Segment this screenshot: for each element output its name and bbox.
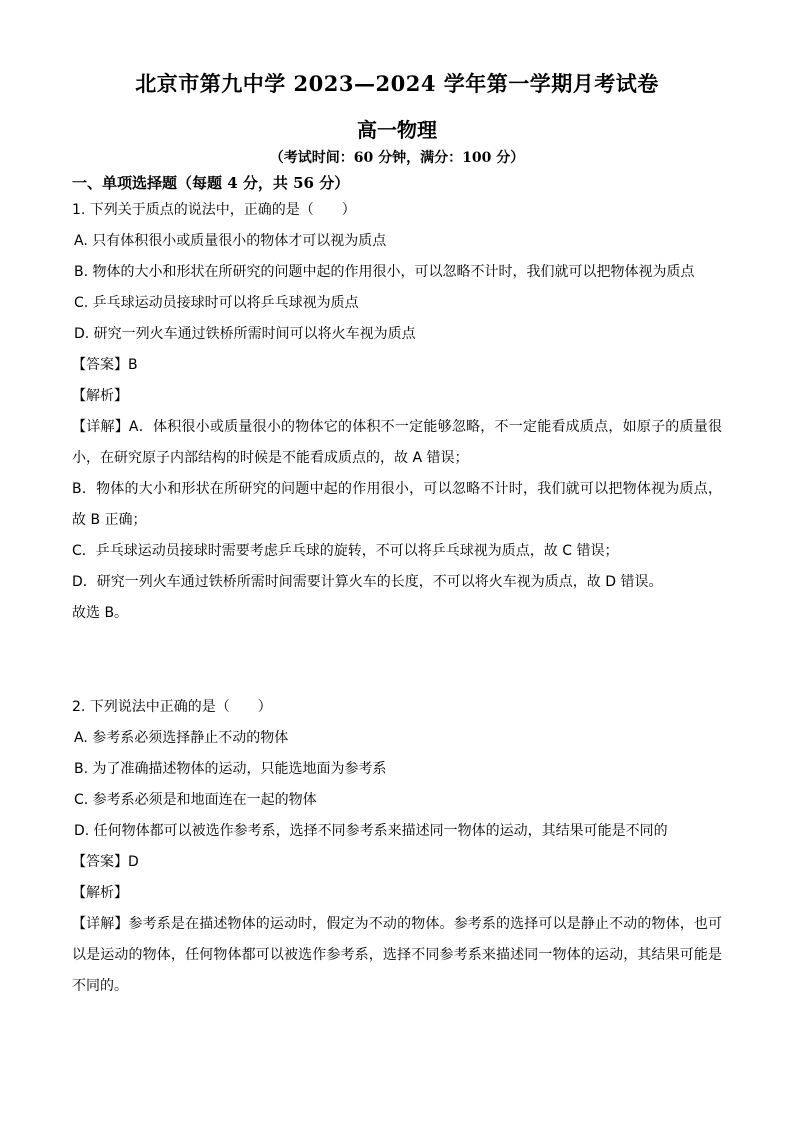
- section-title: 一、单项选择题（每题 4 分，共 56 分）: [72, 174, 350, 192]
- question-1-detail-line: 故 B 正确；: [72, 512, 147, 528]
- question-1-option-d: D. 研究一列火车通过铁桥所需时间可以将火车视为质点: [74, 326, 416, 342]
- question-1-option-b: B. 物体的大小和形状在所研究的问题中起的作用很小，可以忽略不计时，我们就可以把物体视为质点: [74, 264, 695, 280]
- question-2-option-a: A. 参考系必须选择静止不动的物体: [74, 730, 289, 746]
- question-2-option-b: B. 为了准确描述物体的运动，只能选地面为参考系: [74, 761, 387, 777]
- question-2-stem: 2. 下列说法中正确的是（ ）: [72, 699, 272, 715]
- question-2-option-d: D. 任何物体都可以被选作参考系，选择不同参考系来描述同一物体的运动，其结果可能是不同的: [74, 823, 668, 839]
- exam-info: （考试时间：60 分钟，满分：100 分）: [269, 150, 525, 166]
- exam-title: 北京市第九中学 2023—2024 学年第一学期月考试卷: [135, 71, 659, 96]
- question-1-answer: 【答案】B: [72, 357, 138, 373]
- question-1-option-a: A. 只有体积很小或质量很小的物体才可以视为质点: [74, 233, 387, 249]
- question-2-answer: 【答案】D: [72, 854, 139, 870]
- question-1-detail-line: 小，在研究原子内部结构的时候是不能看成质点的，故 A 错误；: [72, 450, 469, 466]
- exam-subject: 高一物理: [357, 118, 437, 142]
- question-2-detail-line: 【详解】参考系是在描述物体的运动时，假定为不动的物体。参考系的选择可以是静止不动的物体，也可: [72, 916, 722, 932]
- question-2-detail-line: 不同的。: [72, 978, 128, 994]
- question-1-option-c: C. 乒乓球运动员接球时可以将乒乓球视为质点: [74, 295, 359, 311]
- question-1-stem: 1. 下列关于质点的说法中，正确的是（ ）: [72, 202, 356, 218]
- question-2-detail-line: 以是运动的物体，任何物体都可以被选作参考系，选择不同参考系来描述同一物体的运动，其结果可能是: [72, 947, 722, 963]
- question-1-detail-line: C．乒乓球运动员接球时需要考虑乒乓球的旋转，不可以将乒乓球视为质点，故 C 错误；: [72, 543, 619, 559]
- question-1-detail-line: B．物体的大小和形状在所研究的问题中起的作用很小，可以忽略不计时，我们就可以把物体视为质点，: [72, 481, 722, 497]
- question-1-detail-line: D．研究一列火车通过铁桥所需时间需要计算火车的长度，不可以将火车视为质点，故 D 错误。: [72, 574, 663, 590]
- question-1-detail-line: 【详解】A．体积很小或质量很小的物体它的体积不一定能够忽略，不一定能看成质点，如原子的质量很: [72, 419, 722, 435]
- question-1-detail-line: 故选 B。: [72, 605, 129, 621]
- question-1-analysis-label: 【解析】: [72, 388, 128, 404]
- question-2-analysis-label: 【解析】: [72, 885, 128, 901]
- question-2-option-c: C. 参考系必须是和地面连在一起的物体: [74, 792, 317, 808]
